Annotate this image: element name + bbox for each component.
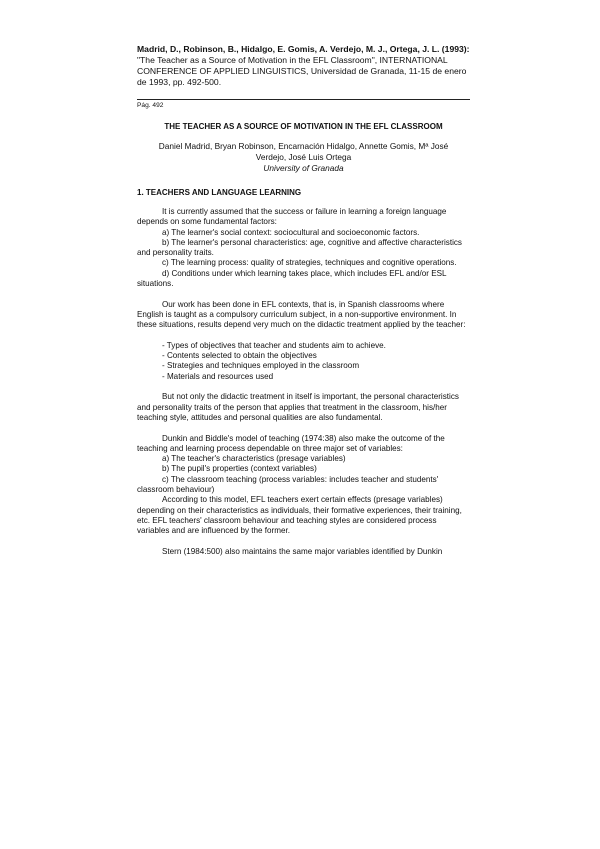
citation-block — [137, 44, 472, 88]
affiliation: University of Granada — [263, 163, 344, 173]
citation-details: "The Teacher as a Source of Motivation in the EFL Classroom", INTERNATIONAL CONFERENCE OF APPLIED LINGUISTICS, Universidad de Granada, 11-15 de enero de 1993, pp. 492-500. — [137, 55, 467, 87]
paragraph: But not only the didactic treatment in itself is important, the personal characteristics and personality traits of the person that applies that treatment in the classroom, his/her teaching style, attitudes and personal qualities are also fundamental. — [137, 392, 459, 422]
byline — [137, 141, 470, 174]
list-item: d) Conditions under which learning takes place, which includes EFL and/or ESL situations. — [137, 268, 447, 289]
paragraph: According to this model, EFL teachers exert certain effects (presage variables) depending on their characteristics as individuals, their formative experiences, their training, etc. EFL teachers' classroom behaviour and teaching styles are considered process variables and are influenced by the former. — [137, 495, 462, 536]
authors-line-1: Daniel Madrid, Bryan Robinson, Encarnación Hidalgo, Annette Gomis, Mª José — [158, 141, 449, 151]
list-item: b) The learner's personal characteristics: age, cognitive and affective characteristics and personality traits. — [137, 237, 462, 258]
list-item: c) The classroom teaching (process variables: includes teacher and students' classroom behaviour) — [137, 474, 439, 495]
header-rule — [137, 99, 470, 100]
paragraph: It is currently assumed that the success or failure in learning a foreign language depends on some fundamental factors: — [137, 207, 447, 227]
paragraph: Dunkin and Biddle's model of teaching (1974:38) also make the outcome of the teaching and learning process dependable on three major set of variables: — [137, 433, 445, 453]
list-item: a) The teacher's characteristics (presage variables) — [162, 454, 346, 464]
list-item: - Contents selected to obtain the objectives — [162, 351, 317, 361]
list-item: b) The pupil's properties (context variables) — [162, 464, 317, 474]
page-number: Pág. 492 — [137, 102, 164, 109]
section-heading: 1. TEACHERS AND LANGUAGE LEARNING — [137, 188, 302, 197]
list-item: - Strategies and techniques employed in the classroom — [162, 361, 360, 371]
body-text — [137, 207, 470, 557]
list-item: c) The learning process: quality of strategies, techniques and cognitive operations. — [162, 258, 457, 268]
citation-authors: Madrid, D., Robinson, B., Hidalgo, E. Gomis, A. Verdejo, M. J., Ortega, J. L. (1993): — [137, 44, 470, 54]
authors-line-2: Verdejo, José Luis Ortega — [255, 152, 352, 162]
paragraph: Our work has been done in EFL contexts, that is, in Spanish classrooms where English is taught as a compulsory curriculum subject, in a non-supportive environment. In these situations, results depend very much on the didactic treatment applied by the teacher: — [137, 299, 466, 330]
paragraph: Stern (1984:500) also maintains the same major variables identified by Dunkin — [162, 546, 443, 556]
list-item: - Materials and resources used — [162, 371, 274, 381]
list-item: a) The learner's social context: sociocultural and socioeconomic factors. — [162, 227, 420, 237]
list-item: - Types of objectives that teacher and students aim to achieve. — [162, 340, 386, 350]
paper-title: THE TEACHER AS A SOURCE OF MOTIVATION IN THE EFL CLASSROOM — [164, 122, 443, 131]
